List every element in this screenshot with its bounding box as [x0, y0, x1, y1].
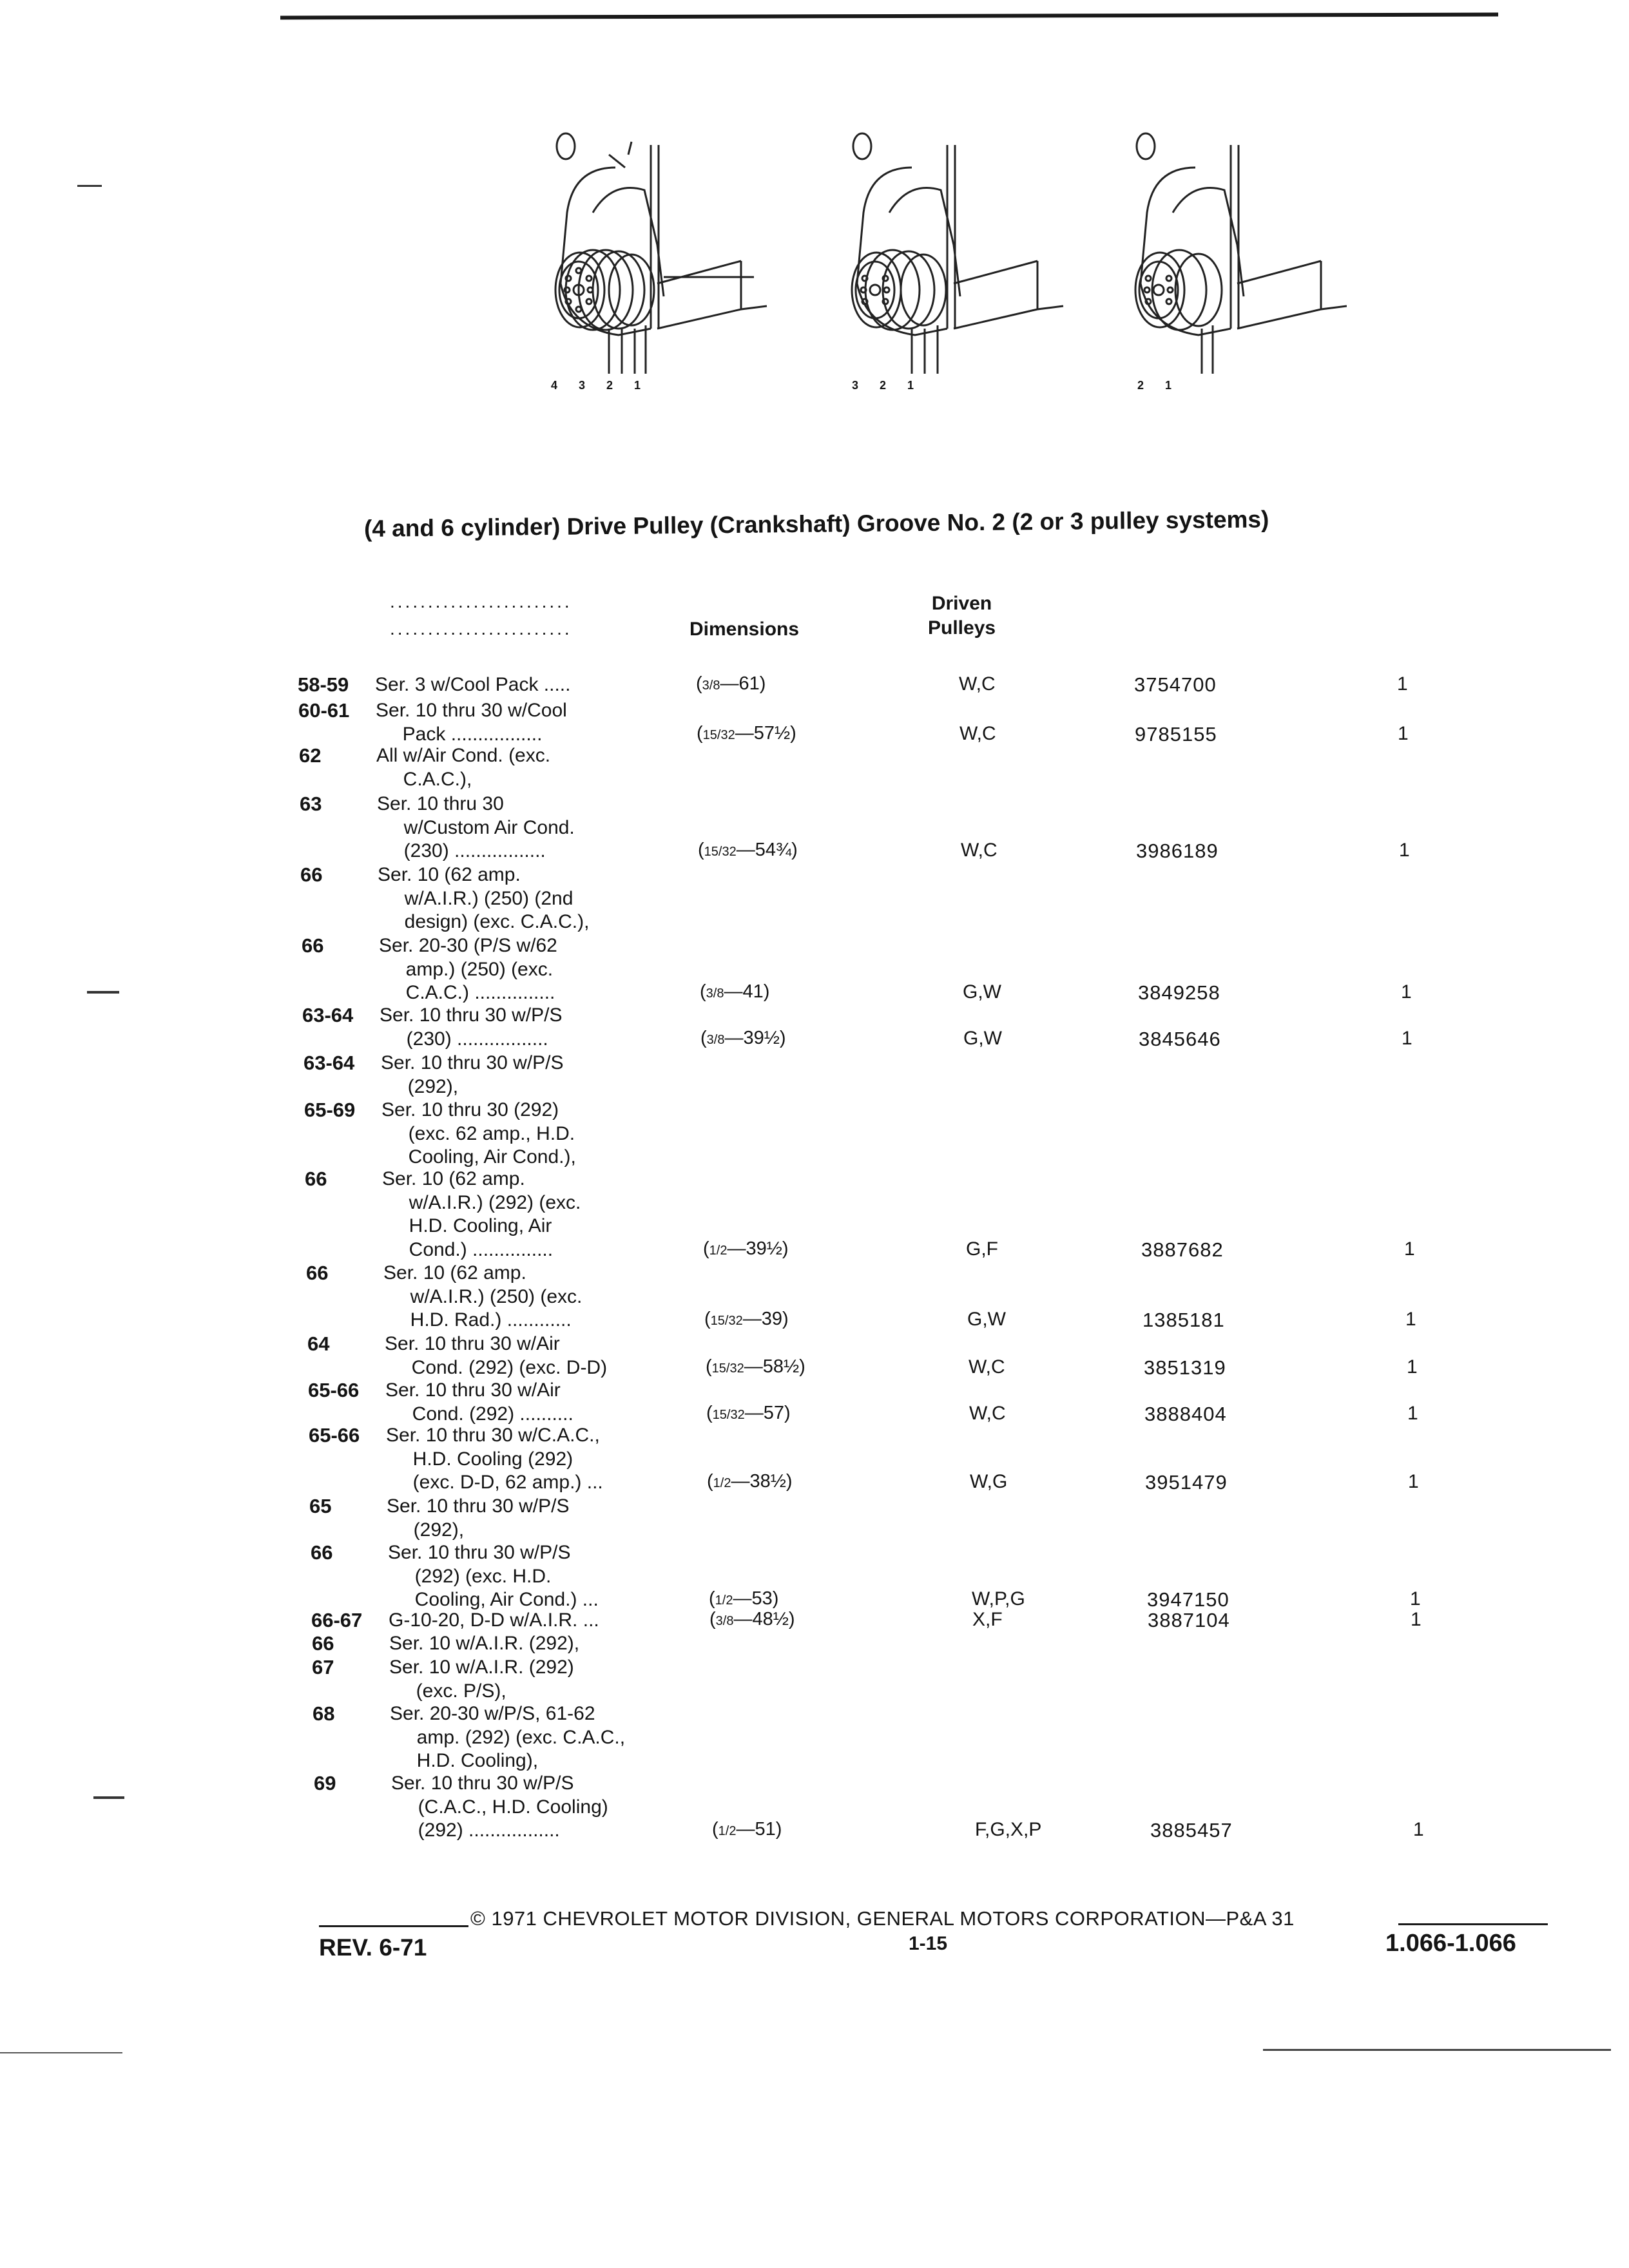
row-quantity: 1 — [1404, 1238, 1415, 1260]
row-driven-pulleys: W,P,G — [972, 1588, 1025, 1610]
row-year: 66-67 — [311, 1609, 363, 1631]
margin-mark — [1263, 2049, 1611, 2051]
row-description: Ser. 10 (62 amp. w/A.I.R.) (292) (exc. H.D. Cooling, Air Cond.) ............... — [382, 1168, 581, 1260]
row-dimensions — [698, 840, 798, 861]
dim-open: ( — [696, 673, 702, 694]
dim-fraction: 3/8 — [702, 678, 720, 693]
row-quantity: 1 — [1399, 840, 1410, 861]
row-description: G-10-20, D-D w/A.I.R. ... — [389, 1610, 599, 1631]
dim-open: ( — [704, 1309, 711, 1329]
dim-fraction: 15/32 — [702, 728, 735, 742]
dim-open: ( — [706, 1403, 713, 1423]
row-driven-pulleys: G,F — [966, 1238, 998, 1260]
row-quantity: 1 — [1413, 1819, 1424, 1840]
row-dimensions — [709, 1588, 778, 1610]
row-dimensions — [706, 1356, 805, 1378]
row-description: Ser. 20-30 (P/S w/62 amp.) (250) (exc. C.A.C.) ............... — [379, 935, 557, 1003]
row-year: 65-69 — [304, 1099, 356, 1121]
row-year: 66 — [300, 863, 323, 886]
pulley-drawing-3-groove — [852, 133, 1063, 374]
dim-open: ( — [698, 840, 704, 860]
row-year: 68 — [313, 1702, 335, 1725]
row-description: Ser. 10 w/A.I.R. (292), — [389, 1633, 580, 1654]
section-title: (4 and 6 cylinder) Drive Pulley (Crankshaft) Groove No. 2 (2 or 3 pulley systems) — [363, 506, 1269, 542]
row-description: Ser. 10 (62 amp. w/A.I.R.) (250) (exc. H.D. Rad.) ............ — [383, 1262, 583, 1331]
row-quantity: 1 — [1411, 1609, 1422, 1630]
dim-fraction: 15/32 — [704, 845, 737, 859]
row-year: 67 — [312, 1656, 334, 1678]
row-quantity: 1 — [1407, 1403, 1418, 1424]
header-dots: ........................ — [390, 591, 572, 611]
dim-open: ( — [697, 723, 703, 744]
margin-mark — [87, 991, 119, 994]
row-description: Ser. 10 thru 30 w/P/S (292), — [387, 1495, 570, 1541]
dimensions-header: Dimensions — [689, 619, 800, 640]
row-driven-pulleys: G,W — [963, 981, 1001, 1003]
dim-length: —51) — [736, 1819, 782, 1840]
pulley-label-4: 4 3 2 1 — [551, 379, 650, 392]
row-driven-pulleys: W,G — [970, 1471, 1008, 1492]
row-part-number: 3947150 — [1147, 1588, 1229, 1611]
dim-length: —48½) — [733, 1609, 795, 1629]
row-part-number: 3888404 — [1144, 1403, 1227, 1425]
row-description: Ser. 10 thru 30 w/Custom Air Cond. (230) ................. — [377, 793, 575, 861]
dim-fraction: 3/8 — [706, 986, 724, 1001]
row-quantity: 1 — [1408, 1471, 1419, 1492]
dim-fraction: 1/2 — [718, 1824, 737, 1838]
row-driven-pulleys: G,W — [967, 1309, 1006, 1330]
row-dimensions — [707, 1471, 793, 1492]
row-driven-pulleys: W,C — [969, 1403, 1006, 1424]
dim-open: ( — [703, 1238, 709, 1259]
row-description: Ser. 10 thru 30 w/P/S (292) (exc. H.D. Cooling, Air Cond.) ... — [388, 1542, 599, 1610]
dim-length: —53) — [733, 1588, 779, 1609]
row-quantity: 1 — [1402, 1028, 1412, 1049]
page-number: 1-15 — [909, 1933, 948, 1954]
row-year: 63-64 — [302, 1004, 354, 1026]
row-part-number: 3887682 — [1141, 1238, 1224, 1261]
dim-length: —61) — [720, 673, 766, 694]
row-dimensions — [700, 981, 769, 1003]
row-description: Ser. 10 thru 30 w/P/S (C.A.C., H.D. Cooling) (292) ................. — [391, 1773, 608, 1841]
row-year: 69 — [314, 1772, 336, 1794]
margin-mark — [77, 185, 102, 187]
row-year: 66 — [311, 1541, 333, 1564]
row-year: 58-59 — [298, 673, 349, 696]
top-rule — [280, 13, 1498, 20]
row-description: Ser. 10 thru 30 w/Air Cond. (292) .......... — [385, 1379, 574, 1425]
dim-fraction: 15/32 — [711, 1361, 744, 1376]
dim-open: ( — [712, 1819, 718, 1840]
row-dimensions — [712, 1819, 782, 1840]
row-year: 65-66 — [309, 1424, 360, 1446]
footer-rule-left — [319, 1925, 468, 1927]
dim-length: —41) — [724, 981, 770, 1002]
row-description: Ser. 10 thru 30 (292) (exc. 62 amp., H.D. Cooling, Air Cond.), — [381, 1099, 576, 1168]
dim-open: ( — [709, 1609, 716, 1629]
row-year: 62 — [299, 744, 322, 767]
row-driven-pulleys: W,C — [969, 1356, 1005, 1378]
row-part-number: 3851319 — [1144, 1356, 1226, 1379]
driven-pulleys-header: Driven Pulleys — [928, 593, 996, 639]
row-part-number: 1385181 — [1142, 1309, 1225, 1331]
row-quantity: 1 — [1410, 1588, 1421, 1610]
dim-length: —54¾) — [736, 840, 798, 860]
row-quantity: 1 — [1398, 723, 1409, 744]
row-part-number: 3951479 — [1145, 1471, 1228, 1494]
row-description: Ser. 3 w/Cool Pack ..... — [375, 674, 571, 695]
dim-length: —39½) — [727, 1238, 789, 1259]
dim-fraction: 15/32 — [712, 1408, 745, 1422]
row-year: 60-61 — [298, 699, 350, 722]
row-year: 66 — [302, 934, 324, 957]
pulley-illustration — [445, 116, 1347, 412]
row-driven-pulleys: W,C — [961, 840, 998, 861]
row-dimensions — [696, 673, 766, 695]
row-quantity: 1 — [1405, 1309, 1416, 1330]
dim-fraction: 1/2 — [715, 1593, 733, 1608]
dim-fraction: 1/2 — [713, 1476, 731, 1490]
row-year: 65-66 — [308, 1379, 360, 1401]
row-description: Ser. 10 thru 30 w/P/S (230) ................. — [380, 1004, 563, 1050]
row-part-number: 3986189 — [1136, 840, 1219, 862]
row-driven-pulleys: W,C — [959, 723, 996, 744]
pulley-drawing-2-groove — [1135, 133, 1347, 374]
row-dimensions — [706, 1403, 791, 1424]
footer-rule-right — [1398, 1923, 1548, 1925]
dim-length: —39½) — [724, 1028, 786, 1048]
pulley-label-3: 3 2 1 — [852, 379, 923, 392]
row-description: Ser. 10 w/A.I.R. (292) (exc. P/S), — [389, 1657, 574, 1702]
row-year: 66 — [312, 1632, 334, 1655]
row-part-number: 3754700 — [1134, 673, 1217, 696]
dim-fraction: 1/2 — [709, 1244, 728, 1258]
row-driven-pulleys: F,G,X,P — [975, 1819, 1042, 1840]
dim-fraction: 3/8 — [715, 1614, 734, 1628]
dim-length: —57) — [744, 1403, 791, 1423]
dim-open: ( — [706, 1356, 712, 1377]
dim-fraction: 3/8 — [706, 1033, 725, 1047]
dim-open: ( — [700, 981, 706, 1002]
dim-open: ( — [709, 1588, 715, 1609]
row-description: Ser. 20-30 w/P/S, 61-62 amp. (292) (exc. C.A.C., H.D. Cooling), — [390, 1703, 626, 1771]
dim-length: —39) — [742, 1309, 789, 1329]
row-part-number: 3885457 — [1150, 1819, 1233, 1841]
pulley-drawing-4-groove — [555, 133, 767, 374]
row-driven-pulleys: X,F — [972, 1609, 1003, 1630]
row-description: Ser. 10 thru 30 w/Cool Pack ................. — [376, 700, 567, 745]
row-part-number: 9785155 — [1135, 723, 1217, 745]
row-year: 63 — [300, 793, 322, 815]
row-part-number: 3849258 — [1138, 981, 1220, 1004]
pulley-label-2: 2 1 — [1137, 379, 1181, 392]
crankshaft-pulley-drawings — [445, 116, 1347, 412]
row-dimensions — [703, 1238, 789, 1260]
row-quantity: 1 — [1401, 981, 1412, 1003]
dim-open: ( — [700, 1028, 707, 1048]
row-description: Ser. 10 thru 30 w/C.A.C., H.D. Cooling (292) (exc. D-D, 62 amp.) ... — [386, 1425, 603, 1493]
row-year: 66 — [305, 1168, 327, 1190]
row-part-number: 3887104 — [1148, 1609, 1230, 1631]
row-driven-pulleys: W,C — [959, 673, 996, 695]
copyright-line: © 1971 CHEVROLET MOTOR DIVISION, GENERAL MOTORS CORPORATION—P&A 31 — [470, 1907, 1295, 1930]
row-year: 66 — [306, 1262, 329, 1284]
dim-fraction: 15/32 — [710, 1314, 743, 1328]
header-dots: ........................ — [390, 619, 572, 639]
row-part-number: 3845646 — [1139, 1028, 1221, 1050]
row-description: Ser. 10 thru 30 w/Air Cond. (292) (exc. D-D) — [385, 1333, 608, 1378]
row-dimensions — [700, 1028, 786, 1049]
row-dimensions — [704, 1309, 789, 1330]
row-description: All w/Air Cond. (exc. C.A.C.), — [376, 745, 551, 790]
dim-length: —38½) — [731, 1471, 793, 1492]
row-description: Ser. 10 (62 amp. w/A.I.R.) (250) (2nd design) (exc. C.A.C.), — [378, 864, 590, 932]
dim-length: —57½) — [735, 723, 796, 744]
dim-open: ( — [707, 1471, 713, 1492]
margin-mark — [93, 1796, 124, 1799]
row-dimensions — [697, 723, 796, 744]
section-code: 1.066-1.066 — [1385, 1930, 1516, 1957]
dim-length: —58½) — [744, 1356, 805, 1377]
row-quantity: 1 — [1407, 1356, 1418, 1378]
revision-label: REV. 6-71 — [319, 1934, 427, 1961]
margin-mark — [0, 2052, 122, 2053]
row-year: 65 — [309, 1495, 332, 1517]
row-driven-pulleys: G,W — [963, 1028, 1002, 1049]
row-year: 64 — [307, 1332, 330, 1355]
row-description: Ser. 10 thru 30 w/P/S (292), — [381, 1052, 564, 1097]
row-quantity: 1 — [1397, 673, 1408, 695]
row-year: 63-64 — [304, 1052, 355, 1074]
row-dimensions — [709, 1609, 795, 1630]
